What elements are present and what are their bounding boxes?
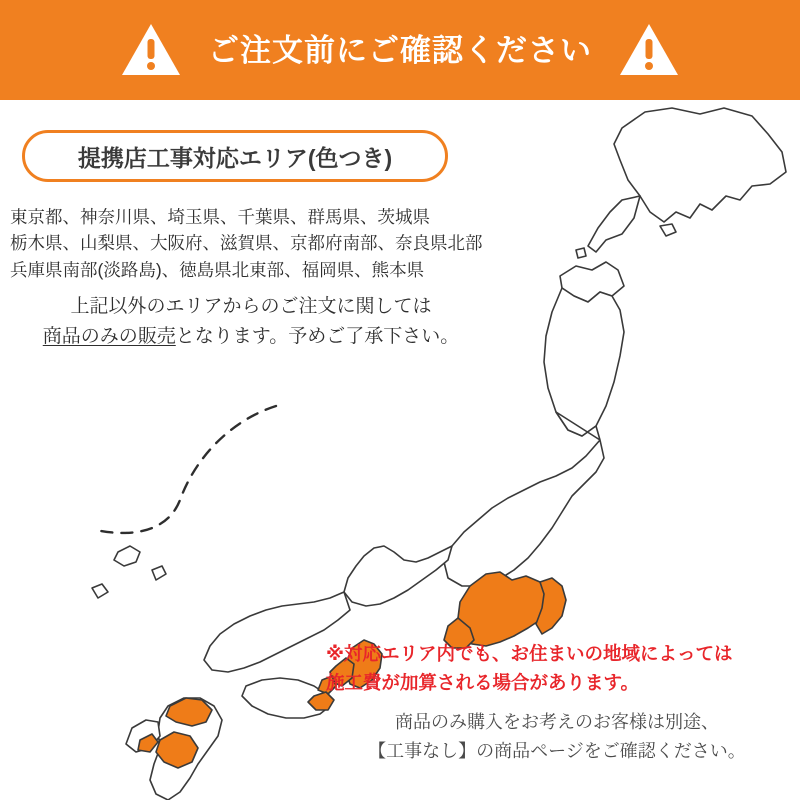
service-area-label: 提携店工事対応エリア(色つき) — [77, 144, 393, 171]
extra-fee-warning-line-2: 施工費が加算される場合があります。 — [326, 671, 640, 693]
island-rishiri — [660, 224, 676, 236]
warning-triangle-icon-right — [618, 22, 680, 78]
prefecture-line: 東京都、神奈川県、埼玉県、千葉県、群馬県、茨城県 — [10, 207, 430, 227]
notice-underlined-text: 商品のみの販売 — [42, 326, 176, 348]
product-only-note-line-1: 商品のみ購入をお考えのお客様は別途、 — [395, 712, 719, 732]
notice-line-2-rest: となります。予めご了承下さい。 — [175, 326, 460, 348]
region-hokkaido-south — [588, 196, 640, 252]
island-okinawa — [114, 546, 140, 566]
region-tohoku — [544, 288, 624, 436]
service-area-box — [22, 130, 448, 182]
region-hokuriku — [344, 546, 452, 606]
header-banner — [0, 0, 800, 100]
inset-dashed-bracket — [96, 406, 276, 533]
region-kanto-chubu — [444, 412, 604, 586]
island-small-1 — [92, 584, 108, 598]
warning-triangle-icon-left — [120, 22, 182, 78]
extra-fee-warning — [326, 640, 796, 697]
notice-line-1: 上記以外のエリアからのご注文に関しては — [70, 296, 432, 317]
notice-line-2 — [26, 322, 476, 352]
product-only-note — [322, 708, 792, 766]
page-title: ご注文前にご確認ください — [208, 32, 592, 68]
island-okushiri — [576, 248, 586, 258]
outside-area-notice — [26, 292, 476, 353]
prefecture-line: 兵庫県南部(淡路島)、徳島県北東部、福岡県、熊本県 — [10, 259, 425, 280]
prefecture-list — [10, 204, 483, 283]
prefecture-line: 栃木県、山梨県、大阪府、滋賀県、京都府南部、奈良県北部 — [10, 233, 483, 254]
extra-fee-warning-line-1: ※対応エリア内でも、お住まいの地域によっては — [326, 643, 733, 664]
island-small-2 — [152, 566, 166, 580]
region-hokkaido — [614, 108, 786, 222]
product-only-note-line-2: 【工事なし】の商品ページをご確認ください。 — [368, 740, 746, 761]
